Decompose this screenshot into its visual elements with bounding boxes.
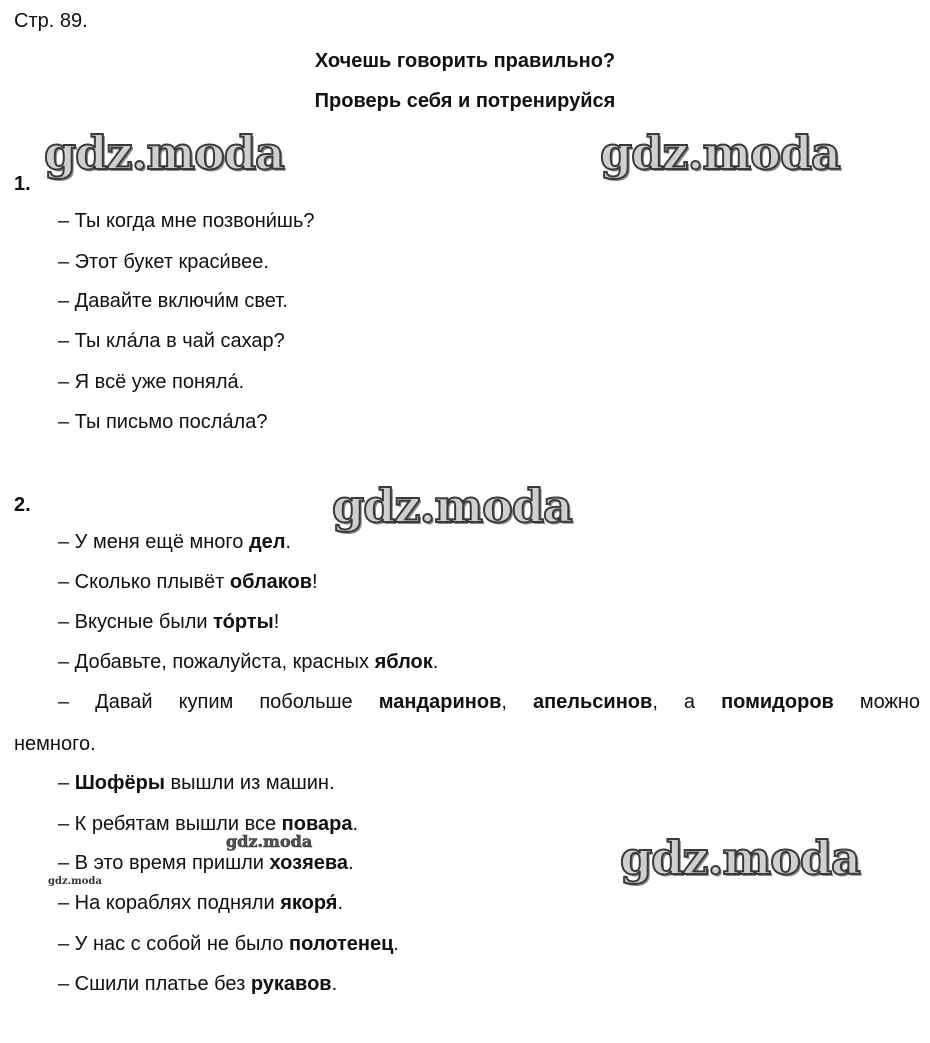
line-punct: . bbox=[337, 892, 344, 914]
line-text: – bbox=[58, 691, 70, 713]
section-number-2: 2. bbox=[14, 494, 31, 516]
watermark-logo: gdz.moda bbox=[600, 126, 840, 180]
line-text: – У нас с собой не было bbox=[58, 933, 290, 955]
answer-word: то́рты bbox=[213, 611, 274, 633]
line-text: – Сколько плывёт bbox=[58, 571, 230, 593]
section1-line: – Ты письмо посла́ла? bbox=[58, 411, 268, 433]
line-text: побольше bbox=[259, 691, 353, 713]
line-text: вышли из машин. bbox=[164, 772, 335, 794]
answer-word: облаков bbox=[229, 571, 313, 593]
section2-line bbox=[58, 771, 335, 795]
section2-line bbox=[58, 891, 343, 915]
line-punct: , bbox=[501, 691, 507, 713]
line-punct: . bbox=[393, 933, 399, 955]
line-text: – На кораблях подняли bbox=[58, 892, 281, 914]
answer-word: якоря́ bbox=[280, 892, 338, 914]
line-text: можно bbox=[859, 691, 921, 713]
answer-group bbox=[533, 691, 658, 713]
section2-line-justified bbox=[58, 690, 920, 714]
answer-word: полотенец bbox=[289, 933, 394, 955]
line-text: а bbox=[683, 691, 696, 713]
section2-line bbox=[58, 610, 279, 634]
line-text: – В это время пришли bbox=[58, 852, 270, 874]
line-text: – bbox=[58, 772, 75, 794]
line-punct: . bbox=[348, 852, 354, 874]
section1-line: – Давайте включи́м свет. bbox=[58, 290, 288, 312]
line-punct: ! bbox=[273, 611, 280, 633]
answer-word: апельсинов bbox=[532, 691, 653, 713]
line-punct: ! bbox=[312, 571, 318, 593]
line-text: купим bbox=[178, 691, 234, 713]
section2-line bbox=[58, 972, 337, 996]
line-punct: . bbox=[285, 531, 292, 553]
line-text: – Добавьте, пожалуйста, красных bbox=[58, 651, 375, 673]
section2-line bbox=[58, 570, 318, 594]
section2-line bbox=[58, 932, 399, 956]
watermark-logo: gdz.moda bbox=[332, 479, 572, 533]
line-text: Давай bbox=[95, 691, 153, 713]
line-text: – Сшили платье без bbox=[58, 973, 251, 995]
answer-group bbox=[379, 691, 507, 713]
section-number-1: 1. bbox=[14, 173, 31, 195]
page-title: Хочешь говорить правильно? bbox=[314, 50, 616, 72]
line-punct: . bbox=[331, 973, 338, 995]
section2-line bbox=[58, 530, 291, 554]
watermark-logo-tiny: gdz.moda bbox=[48, 876, 102, 887]
answer-word: яблок bbox=[374, 651, 433, 673]
answer-word: Шофёры bbox=[74, 772, 165, 794]
answer-word: хозяева bbox=[269, 852, 349, 874]
line-text: – У меня ещё много bbox=[58, 531, 249, 553]
section1-line: – Этот букет краси́вее. bbox=[58, 251, 269, 273]
section1-line: – Ты когда мне позвони́шь? bbox=[58, 210, 315, 232]
watermark-logo: gdz.moda bbox=[620, 831, 860, 885]
page-subtitle: Проверь себя и потренируйся bbox=[314, 90, 616, 112]
line-text: – К ребятам вышли все bbox=[58, 813, 282, 835]
line-punct: , bbox=[652, 691, 658, 713]
section1-line: – Ты кла́ла в чай сахар? bbox=[58, 330, 285, 352]
page-label: Стр. 89. bbox=[14, 10, 88, 32]
answer-word: мандаринов bbox=[378, 691, 502, 713]
answer-word: рукавов bbox=[250, 973, 332, 995]
answer-word: дел bbox=[248, 531, 286, 553]
line-punct: . bbox=[352, 813, 359, 835]
section2-line-continuation: немного. bbox=[14, 733, 96, 755]
watermark-logo: gdz.moda bbox=[44, 126, 284, 180]
line-punct: . bbox=[432, 651, 439, 673]
section2-line bbox=[58, 650, 438, 674]
answer-word: повара bbox=[281, 813, 353, 835]
section1-line: – Я всё уже поняла́. bbox=[58, 371, 245, 393]
watermark-logo-small: gdz.moda bbox=[226, 832, 313, 851]
answer-word: помидоров bbox=[721, 691, 834, 713]
section2-line bbox=[58, 851, 354, 875]
section2-line bbox=[58, 812, 358, 836]
line-text: – Вкусные были bbox=[58, 611, 214, 633]
